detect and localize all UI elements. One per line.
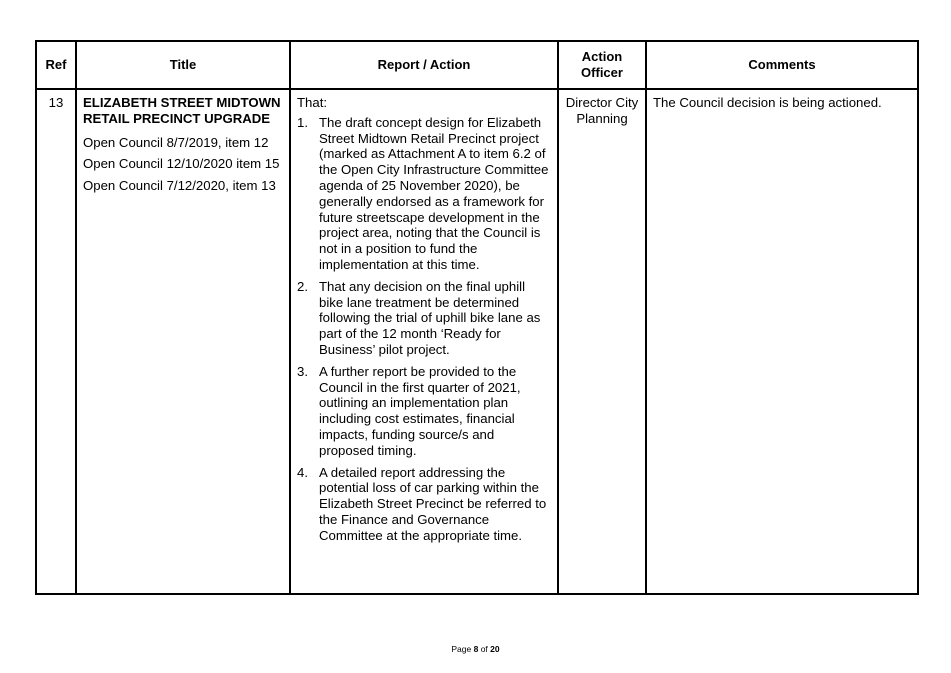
list-item	[297, 364, 551, 459]
meeting-reference: Open Council 12/10/2020 item 15	[83, 156, 280, 172]
header-action-officer-label: Action Officer	[581, 49, 623, 80]
header-ref: Ref	[36, 41, 76, 89]
table-header-row	[36, 41, 918, 89]
table-row	[36, 89, 918, 594]
header-title: Title	[76, 41, 290, 89]
list-item-text: That any decision on the final uphill bike lane treatment be determined following the trial of uphill bike lane as part of the 12 month ‘Ready for Business’ pilot project.	[319, 278, 541, 357]
list-item-number: 4.	[297, 464, 308, 480]
page-total: 20	[490, 644, 500, 654]
list-item-number: 1.	[297, 114, 308, 130]
header-comments: Comments	[646, 41, 918, 89]
list-item	[297, 115, 551, 273]
page-number: 8	[473, 644, 479, 654]
page-footer	[0, 644, 951, 654]
report-action-cell	[290, 89, 558, 594]
of-label: of	[480, 644, 488, 654]
page-label: Page	[451, 644, 472, 654]
list-item-text: A detailed report addressing the potential loss of car parking within the Elizabeth Street Precinct be referred to the Finance and Governance Committee at the appropriate time.	[319, 464, 547, 543]
list-item-number: 2.	[297, 278, 308, 294]
list-item	[297, 279, 551, 358]
list-item	[297, 465, 551, 544]
title-cell	[76, 89, 290, 594]
list-item-number: 3.	[297, 363, 308, 379]
resolution-intro: That:	[297, 95, 328, 110]
action-officer-cell: Director City Planning	[558, 89, 646, 594]
action-list	[297, 115, 551, 544]
action-table	[35, 40, 919, 595]
list-item-text: A further report be provided to the Council in the first quarter of 2021, outlining an implementation plan including cost estimates, financial impacts, funding source/s and proposed timing.	[319, 363, 521, 458]
ref-cell: 13	[36, 89, 76, 594]
item-title: ELIZABETH STREET MIDTOWN RETAIL PRECINCT UPGRADE	[83, 95, 281, 126]
meeting-reference: Open Council 7/12/2020, item 13	[83, 178, 276, 194]
header-action-officer	[558, 41, 646, 89]
header-report-action: Report / Action	[290, 41, 558, 89]
list-item-text: The draft concept design for Elizabeth Street Midtown Retail Precinct project (marked as Attachment A to item 6.2 of the Open City Infrastructure Committee agenda of 25 November 2020), be generally endorsed as a framework for future streetscape development in the project area, noting that the Council is not in a position to fund the implementation at this time.	[319, 114, 549, 272]
comments-cell: The Council decision is being actioned.	[646, 89, 918, 594]
meeting-reference: Open Council 8/7/2019, item 12	[83, 134, 269, 150]
